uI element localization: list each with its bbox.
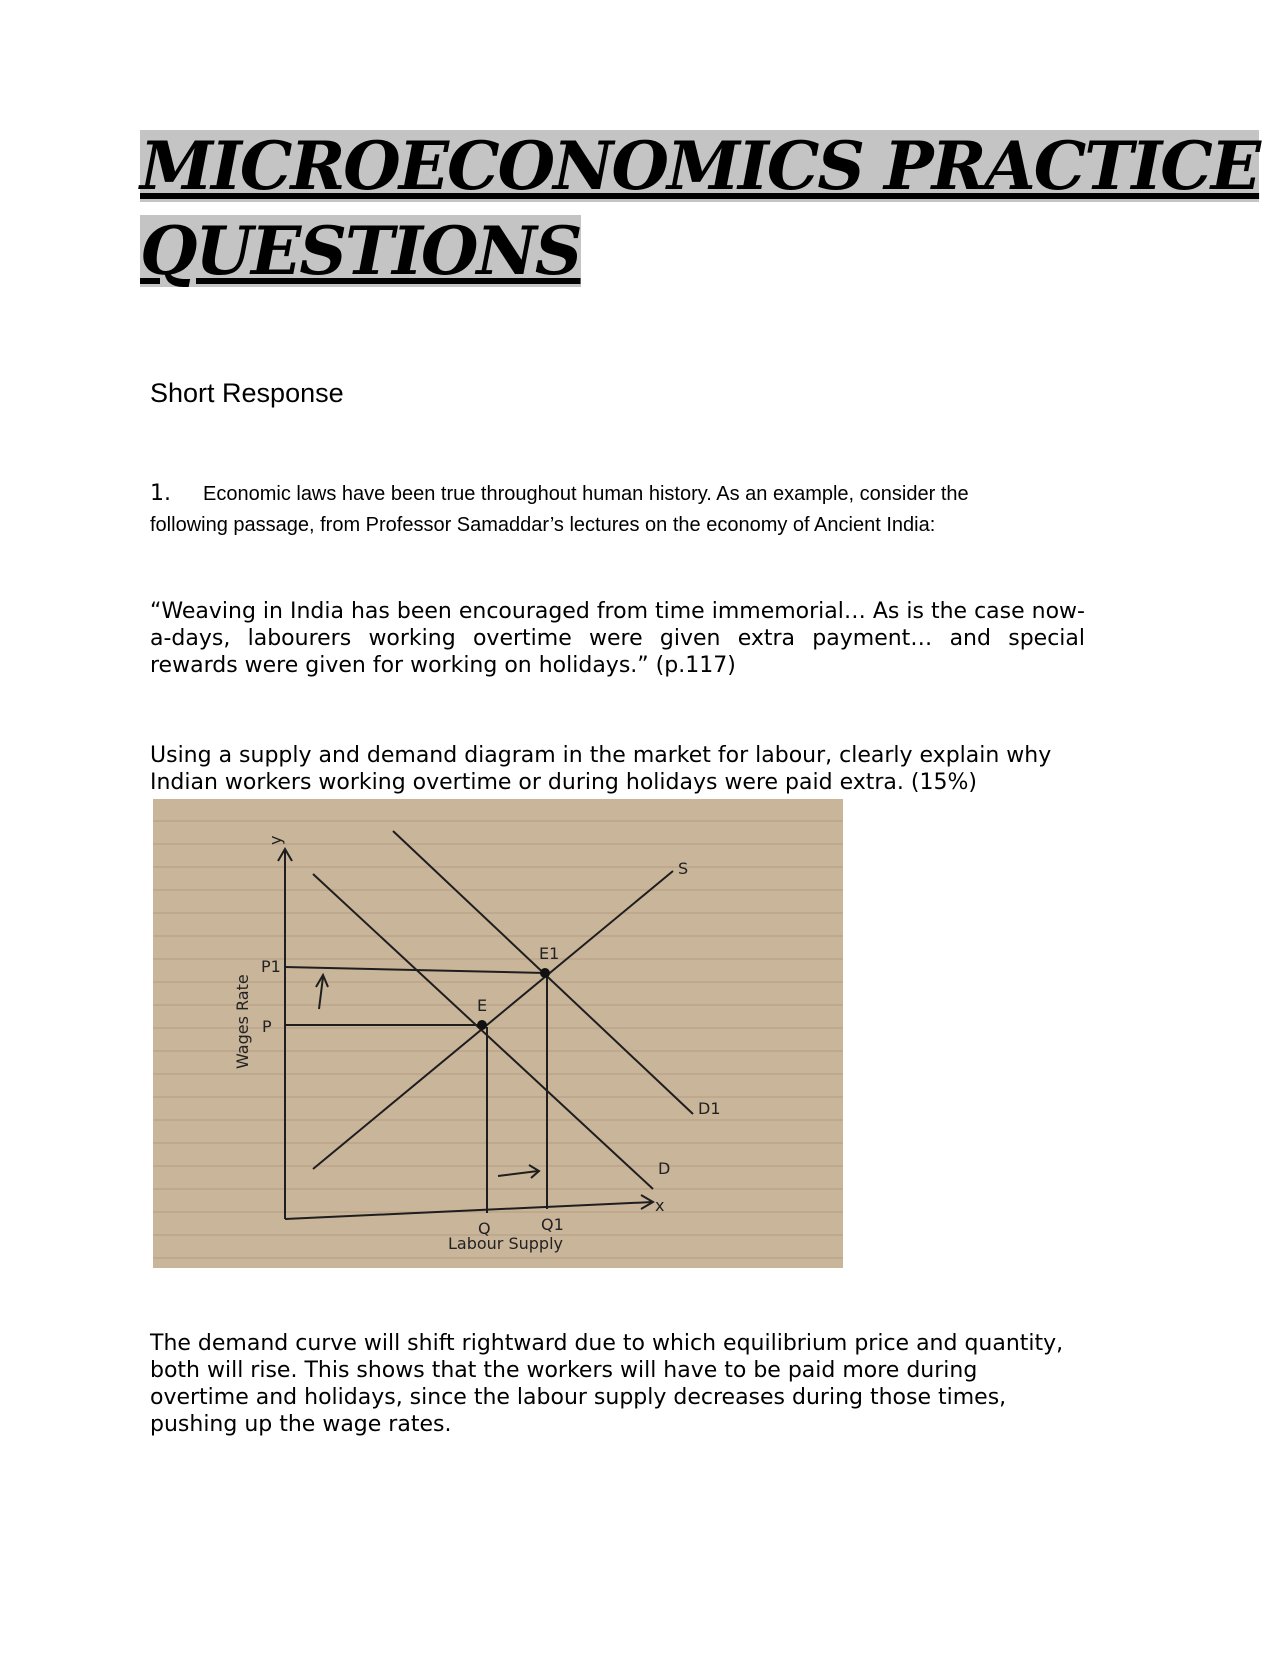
wages-rate-label: Wages Rate bbox=[233, 974, 252, 1069]
x-axis-label: x bbox=[655, 1196, 665, 1215]
quote-passage: “Weaving in India has been encouraged from time immemorial… As is the case now-a-days, labourers working overtime were given extra payment… and special rewards were given for working on holidays.” (p.117) bbox=[150, 599, 1085, 678]
quantity-q-label: Q bbox=[478, 1219, 491, 1238]
question-intro: Economic laws have been true throughout human history. As an example, consider the following passage, from Professor Samaddar’s lectures on the economy of Ancient India: bbox=[150, 483, 969, 536]
paper-background bbox=[153, 799, 843, 1268]
labour-supply-label: Labour Supply bbox=[448, 1234, 563, 1253]
section-heading: Short Response bbox=[150, 378, 344, 408]
demand-label: D bbox=[658, 1159, 671, 1178]
price-p-label: P bbox=[262, 1017, 272, 1036]
question-prompt: Using a supply and demand diagram in the market for labour, clearly explain why Indian workers working overtime or during holidays were paid extra. (15%) bbox=[150, 743, 1052, 795]
question-1 bbox=[150, 478, 1050, 541]
question-number: 1. bbox=[150, 481, 171, 506]
price-p1-label: P1 bbox=[261, 957, 281, 976]
quantity-q1-label: Q1 bbox=[541, 1215, 564, 1234]
equilibrium-e1-label: E1 bbox=[539, 944, 560, 963]
title-line-2: QUESTIONS bbox=[140, 212, 581, 290]
demand-shifted-label: D1 bbox=[698, 1099, 721, 1118]
title-line-1: MICROECONOMICS PRACTICE bbox=[140, 127, 1260, 205]
answer-text: The demand curve will shift rightward due to which equilibrium price and quantity, both will rise. This shows that the workers will have to be paid more during overtime and holidays, since the labour supply decreases during those times, pushing up the wage rates. bbox=[150, 1331, 1064, 1437]
equilibrium-point-e bbox=[477, 1020, 487, 1030]
y-axis-label: y bbox=[266, 835, 285, 845]
equilibrium-point-e1 bbox=[540, 968, 550, 978]
supply-label: S bbox=[678, 859, 689, 878]
supply-demand-diagram-photo bbox=[153, 799, 843, 1268]
equilibrium-e-label: E bbox=[477, 996, 488, 1015]
